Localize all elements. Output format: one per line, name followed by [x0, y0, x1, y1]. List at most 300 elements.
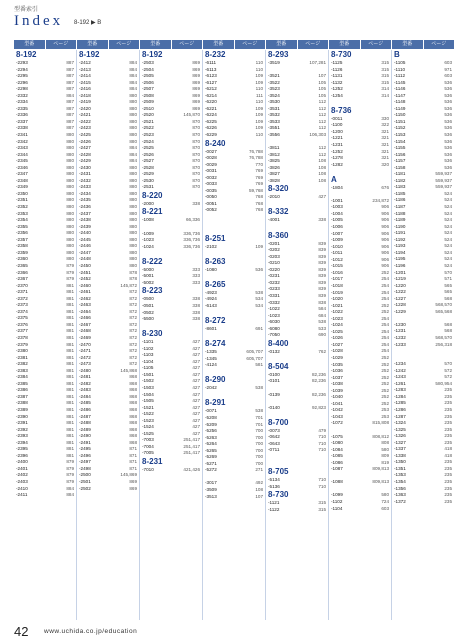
page-ref: 879 — [66, 262, 74, 268]
model-number: -1112 — [394, 73, 406, 79]
page-ref: 869 — [192, 99, 200, 105]
model-number: -1105 — [394, 60, 406, 65]
model-number: -2486 — [79, 406, 91, 412]
page-ref: 107 — [318, 73, 326, 79]
model-number: -2341 — [16, 132, 28, 138]
model-number: -2342 — [16, 138, 28, 144]
index-column — [203, 50, 266, 620]
model-number: -0331 — [268, 292, 280, 298]
model-number: -2403 — [16, 479, 28, 484]
model-number — [142, 250, 143, 257]
model-number: -3017 — [205, 480, 217, 486]
page-ref: 254 — [381, 348, 389, 354]
page-ref: 572 — [444, 374, 452, 380]
page-ref: 906 — [381, 217, 389, 223]
page-ref: 839 — [318, 286, 326, 292]
page-ref: 769 — [255, 168, 263, 174]
model-number: -2416 — [79, 86, 91, 92]
model-number — [268, 355, 269, 362]
page-ref: 106,303 — [309, 132, 326, 138]
model-number: -1157 — [394, 158, 406, 164]
model-number: -0202 — [268, 247, 280, 253]
page-ref: 603 — [381, 505, 389, 511]
model-number: -1188 — [394, 210, 406, 216]
page-ref: 570 — [444, 361, 452, 367]
model-number: -1505 — [142, 398, 154, 404]
page-ref: 881 — [66, 426, 74, 432]
model-number: -2501 — [79, 479, 91, 484]
model-number: -2430 — [79, 164, 91, 170]
page-ref: 881 — [66, 400, 74, 406]
model-number: -3825 — [268, 158, 280, 164]
page-ref: 427 — [192, 371, 200, 377]
page-ref: 570 — [444, 269, 452, 275]
page-ref: 59,768 — [248, 187, 263, 193]
model-number: -2452 — [79, 276, 91, 282]
page-ref: 887 — [66, 118, 74, 124]
section-heading: 8-221 — [142, 207, 163, 217]
model-number: -3523 — [268, 86, 280, 92]
model-number: -0011 — [331, 115, 343, 121]
model-number: -2414 — [79, 73, 91, 79]
model-number: -1186 — [394, 197, 406, 203]
page-ref: 871 — [129, 452, 137, 458]
model-number: -1023 — [331, 315, 343, 321]
page-ref: 881 — [66, 439, 74, 445]
page-ref: 880 — [66, 190, 74, 196]
model-number: -1036 — [331, 368, 343, 374]
page-ref: 880 — [66, 151, 74, 157]
model-number: -2446 — [79, 243, 91, 249]
page-ref: 710 — [318, 434, 326, 440]
page-ref: 880 — [66, 138, 74, 144]
model-number: -2373 — [16, 302, 28, 308]
model-number: -2396 — [16, 452, 28, 458]
page-ref: 105 — [318, 92, 326, 98]
page-ref: 427 — [192, 352, 200, 358]
model-number: -3509 — [205, 486, 217, 492]
page-ref: 338 — [192, 302, 200, 308]
model-number: -1020 — [331, 296, 343, 302]
page-ref: 881 — [66, 374, 74, 380]
page-ref: 880 — [129, 243, 137, 249]
page-ref: 418 — [444, 446, 452, 452]
page-ref: 536 — [444, 132, 452, 138]
model-number: -1008 — [142, 217, 154, 223]
model-number: -0220 — [268, 266, 280, 272]
page-ref: 107,281 — [309, 60, 326, 65]
page-ref: 880 — [129, 92, 137, 98]
model-number: -1102 — [331, 499, 343, 504]
model-number: -2498 — [79, 465, 91, 471]
page-ref: 906 — [381, 263, 389, 269]
model-number: -1038 — [331, 381, 343, 387]
page-ref: 336,736 — [183, 243, 200, 249]
model-number: -2349 — [16, 184, 28, 190]
model-number: -1011 — [331, 250, 343, 256]
page-ref: 336,736 — [183, 230, 200, 236]
model-number: -7004 — [142, 443, 154, 449]
page-ref: 880 — [66, 204, 74, 210]
page-ref: 427 — [192, 424, 200, 430]
page-ref: 145,869 — [120, 472, 137, 478]
model-number — [205, 273, 206, 280]
page-ref: 881 — [66, 413, 74, 419]
model-number: -2042 — [205, 385, 217, 391]
model-number: -1149 — [394, 105, 406, 111]
page-ref: 427 — [192, 345, 200, 351]
page-ref: 109 — [255, 105, 263, 111]
page-ref: 524 — [444, 249, 452, 255]
model-number: -0071 — [205, 408, 217, 414]
column-header: ページ — [361, 40, 392, 49]
column-header-bar — [14, 40, 454, 49]
model-number: -2374 — [16, 308, 28, 314]
page-ref: 819 — [381, 459, 389, 465]
page-ref: 762 — [318, 348, 326, 354]
model-number: -2344 — [16, 151, 28, 157]
model-number: -1088 — [331, 479, 343, 485]
page-ref: 870 — [192, 118, 200, 124]
page-ref: 870 — [192, 164, 200, 170]
page-ref: 869 — [192, 92, 200, 98]
page-ref: 559,937 — [435, 184, 452, 190]
page-ref: 868 — [129, 439, 137, 445]
page-ref: 538 — [318, 319, 326, 325]
model-number: -6080 — [268, 325, 280, 331]
model-number: -2421 — [79, 112, 91, 118]
model-number: -1254 — [331, 92, 343, 98]
model-number: -1337 — [394, 446, 406, 452]
page-ref: 235 — [444, 485, 452, 491]
page-ref: 869 — [192, 86, 200, 92]
model-number: -3826 — [268, 164, 280, 170]
page-ref: 887 — [66, 105, 74, 111]
page-ref: 906 — [381, 237, 389, 243]
model-number: -1261 — [394, 380, 406, 386]
page-ref: 534 — [255, 296, 263, 302]
footer-url[interactable]: www.uchida.co.jp/education — [44, 628, 138, 635]
model-number: -1018 — [331, 282, 343, 288]
page-ref: 868 — [129, 374, 137, 380]
model-number: -2448 — [79, 256, 91, 262]
model-number: -6127 — [205, 79, 217, 85]
page-ref: 879 — [66, 465, 74, 471]
model-number: -2525 — [142, 145, 154, 151]
model-number: -1525 — [142, 430, 154, 436]
model-number: -1125 — [331, 60, 343, 65]
section-heading: 8-263 — [205, 256, 226, 266]
model-number: -2332 — [16, 92, 28, 98]
model-number: -2530 — [142, 177, 154, 183]
model-number: -1101 — [142, 339, 154, 345]
page-ref: 906 — [381, 204, 389, 210]
page-ref: 314 — [381, 86, 389, 92]
model-number: -1105 — [142, 365, 154, 371]
page-ref: 338 — [318, 217, 326, 223]
page-ref: 880 — [66, 171, 74, 177]
page-ref: 315 — [381, 79, 389, 85]
page-ref: 880 — [129, 112, 137, 118]
model-number: -1234 — [394, 361, 406, 367]
model-number: -1026 — [331, 335, 343, 341]
page-ref: 839 — [318, 247, 326, 253]
page-ref: 768 — [255, 194, 263, 200]
page-ref: 881 — [66, 282, 74, 288]
model-number: -2355 — [16, 223, 28, 229]
model-number: -1100 — [331, 122, 343, 128]
page-ref: 839 — [318, 273, 326, 279]
model-number: -3811 — [268, 145, 280, 151]
page-ref: 427 — [192, 404, 200, 410]
page-ref: 76,788 — [248, 155, 263, 161]
model-number: -1084 — [331, 446, 343, 452]
model-number: -0033 — [205, 181, 217, 187]
page-title: Index — [14, 13, 64, 29]
index-column — [392, 50, 454, 620]
model-number: -1024 — [142, 243, 154, 249]
model-number — [268, 224, 269, 231]
model-number: -2467 — [79, 321, 91, 327]
model-number: -1233 — [394, 341, 406, 347]
model-number: -2387 — [16, 393, 28, 399]
model-number: -0642 — [268, 434, 280, 440]
model-number: -1502 — [142, 378, 154, 384]
page-ref: 872 — [129, 348, 137, 354]
page-ref: 872 — [129, 328, 137, 334]
page-ref: 880 — [129, 164, 137, 170]
model-number: -2418 — [79, 92, 91, 98]
page-ref: 427 — [192, 391, 200, 397]
model-number: -1181 — [394, 171, 406, 177]
model-number: -1350 — [394, 459, 406, 465]
page-ref: 880 — [129, 105, 137, 111]
model-number: -1190 — [394, 223, 406, 229]
page-ref: 880 — [66, 236, 74, 242]
page-ref: 880 — [66, 223, 74, 229]
page-ref: 884 — [66, 485, 74, 491]
page-ref: 252 — [381, 381, 389, 387]
page-ref: 427 — [192, 358, 200, 364]
model-number: -5208 — [205, 414, 217, 420]
page-ref: 235 — [444, 406, 452, 412]
model-number: -2366 — [16, 269, 28, 275]
model-number: -6221 — [205, 105, 217, 111]
model-number: -1286 — [394, 406, 406, 412]
page-ref: 880 — [66, 197, 74, 203]
page-ref: 871 — [129, 465, 137, 471]
page-ref: 870 — [192, 177, 200, 183]
model-number: -2524 — [142, 138, 154, 144]
model-number: -2523 — [142, 132, 154, 138]
page-ref: 235 — [444, 393, 452, 399]
model-number: -5000 — [142, 266, 154, 272]
page-ref: 536 — [444, 158, 452, 164]
model-number: -1335 — [205, 349, 217, 355]
page-ref: 710 — [318, 440, 326, 446]
model-number: -2413 — [79, 66, 91, 72]
model-number: -5001 — [142, 273, 154, 279]
model-number — [331, 99, 332, 106]
model-number: -0203 — [268, 253, 280, 259]
page-ref: 252 — [381, 361, 389, 367]
section-heading: 8-222 — [142, 256, 163, 266]
section-heading: 8-223 — [142, 286, 163, 296]
page-ref: 880 — [66, 230, 74, 236]
model-number: -1324 — [394, 420, 406, 426]
page-ref: 809,813 — [372, 479, 389, 485]
page-ref: 880 — [66, 145, 74, 151]
model-number: -2480 — [79, 367, 91, 373]
page-ref: 881 — [66, 334, 74, 340]
model-number: -2383 — [16, 367, 28, 373]
page-ref: 906 — [381, 230, 389, 236]
model-number: -2377 — [16, 328, 28, 334]
page-ref: 315 — [318, 500, 326, 506]
model-number: -0232 — [268, 279, 280, 285]
page-ref: 330 — [381, 115, 389, 121]
page-ref: 884 — [129, 145, 137, 151]
page-ref: 252 — [381, 400, 389, 406]
model-number: -6220 — [205, 99, 217, 105]
page-ref: 256,318 — [435, 341, 452, 347]
page-ref: 691 — [255, 326, 263, 332]
model-number: -0139 — [268, 391, 280, 397]
section-heading: 8-291 — [205, 398, 226, 408]
section-heading: 8-736 — [331, 105, 352, 115]
model-number: -1037 — [331, 374, 343, 380]
model-number: -2400 — [16, 459, 28, 465]
model-number: -1351 — [394, 465, 406, 471]
model-number: -5002 — [142, 279, 154, 285]
model-number: -1325 — [394, 426, 406, 432]
page-ref: 536 — [255, 266, 263, 272]
page-ref: 881 — [66, 308, 74, 314]
model-number: -7003 — [142, 437, 154, 443]
model-number: -2422 — [79, 118, 91, 124]
page-footer — [14, 622, 454, 642]
page-ref: 880 — [129, 230, 137, 236]
model-number: -2505 — [142, 73, 154, 79]
page-ref: 252 — [381, 302, 389, 308]
model-number: -2357 — [16, 236, 28, 242]
index-row — [142, 506, 200, 513]
model-number: -2350 — [16, 190, 28, 196]
page-ref: 868 — [129, 380, 137, 386]
model-number: -0711 — [268, 447, 280, 453]
page-ref: 253 — [381, 407, 389, 413]
page-ref: 884 — [129, 158, 137, 164]
page-ref: 112 — [318, 151, 326, 157]
model-number: -1023 — [268, 312, 280, 318]
model-number: -1072 — [331, 420, 343, 426]
model-number: -2370 — [16, 282, 28, 288]
page-ref: 871 — [129, 459, 137, 465]
model-number: -2507 — [142, 86, 154, 92]
model-number: -2352 — [16, 204, 28, 210]
model-number: -1326 — [394, 433, 406, 439]
model-number: -3532 — [268, 112, 280, 118]
page-ref: 109 — [255, 243, 263, 249]
model-number: -2358 — [16, 243, 28, 249]
page-ref: 338 — [192, 316, 200, 322]
page-ref: 254 — [381, 296, 389, 302]
model-number: -1147 — [394, 92, 406, 98]
model-number: -2487 — [79, 413, 91, 419]
page-ref: 880 — [66, 158, 74, 164]
page-ref: 870 — [192, 132, 200, 138]
page-ref: 878 — [129, 276, 137, 282]
model-number: -1039 — [331, 387, 343, 393]
model-number: -2503 — [142, 60, 154, 65]
page-ref: 724 — [381, 499, 389, 504]
page-ref: 881 — [66, 341, 74, 347]
page-ref: 870 — [192, 184, 200, 190]
model-number: -2483 — [79, 387, 91, 393]
model-number: -2385 — [16, 380, 28, 386]
page-ref: 884 — [129, 151, 137, 157]
section-heading: A — [331, 174, 337, 184]
page-ref: 321 — [381, 155, 389, 161]
model-number — [205, 520, 206, 527]
page-ref: 109 — [255, 118, 263, 124]
page-ref: 880 — [66, 164, 74, 170]
section-heading: 8-192 — [16, 50, 37, 59]
page-ref: 235 — [444, 426, 452, 432]
model-number: -1356 — [394, 485, 406, 491]
model-number: -1121 — [268, 500, 280, 506]
page-ref: 887 — [66, 86, 74, 92]
page-ref: 879 — [66, 269, 74, 275]
model-number: -1501 — [142, 371, 154, 377]
model-number: -1156 — [394, 151, 406, 157]
model-number: -2384 — [16, 374, 28, 380]
page-ref: 571 — [444, 276, 452, 282]
page-ref: 768 — [255, 200, 263, 206]
model-number: -2497 — [79, 459, 91, 465]
column-header: 型番 — [329, 40, 360, 49]
page-ref: 536 — [444, 112, 452, 118]
model-number: -6123 — [205, 73, 217, 79]
page-ref: 252 — [381, 394, 389, 400]
model-number: -2293 — [16, 60, 28, 65]
model-number: -2484 — [79, 393, 91, 399]
page-ref: 880 — [129, 249, 137, 255]
model-number: -1195 — [394, 256, 406, 262]
page-ref: 605,707 — [246, 349, 263, 355]
page-header — [14, 4, 454, 38]
section-heading: 8-220 — [142, 190, 163, 200]
model-number: -1099 — [331, 492, 343, 498]
page-ref: 271 — [255, 467, 263, 473]
page-ref: 710 — [318, 483, 326, 489]
page-ref: 111 — [256, 92, 263, 98]
page-ref: 322 — [381, 122, 389, 128]
model-number: -2462 — [79, 295, 91, 301]
model-number: -2491 — [79, 439, 91, 445]
model-number: -1232 — [394, 334, 406, 340]
page-ref: 880 — [66, 184, 74, 190]
page-ref: 878 — [129, 269, 137, 275]
model-number: -1229 — [394, 308, 406, 314]
model-number: -1126 — [331, 66, 343, 72]
page-ref: 881 — [66, 289, 74, 295]
page-ref: 884 — [129, 79, 137, 85]
page-ref: 82,236 — [311, 371, 326, 377]
model-number: -0073 — [268, 427, 280, 433]
model-number: -2508 — [142, 92, 154, 98]
model-number: -0051 — [205, 200, 217, 206]
